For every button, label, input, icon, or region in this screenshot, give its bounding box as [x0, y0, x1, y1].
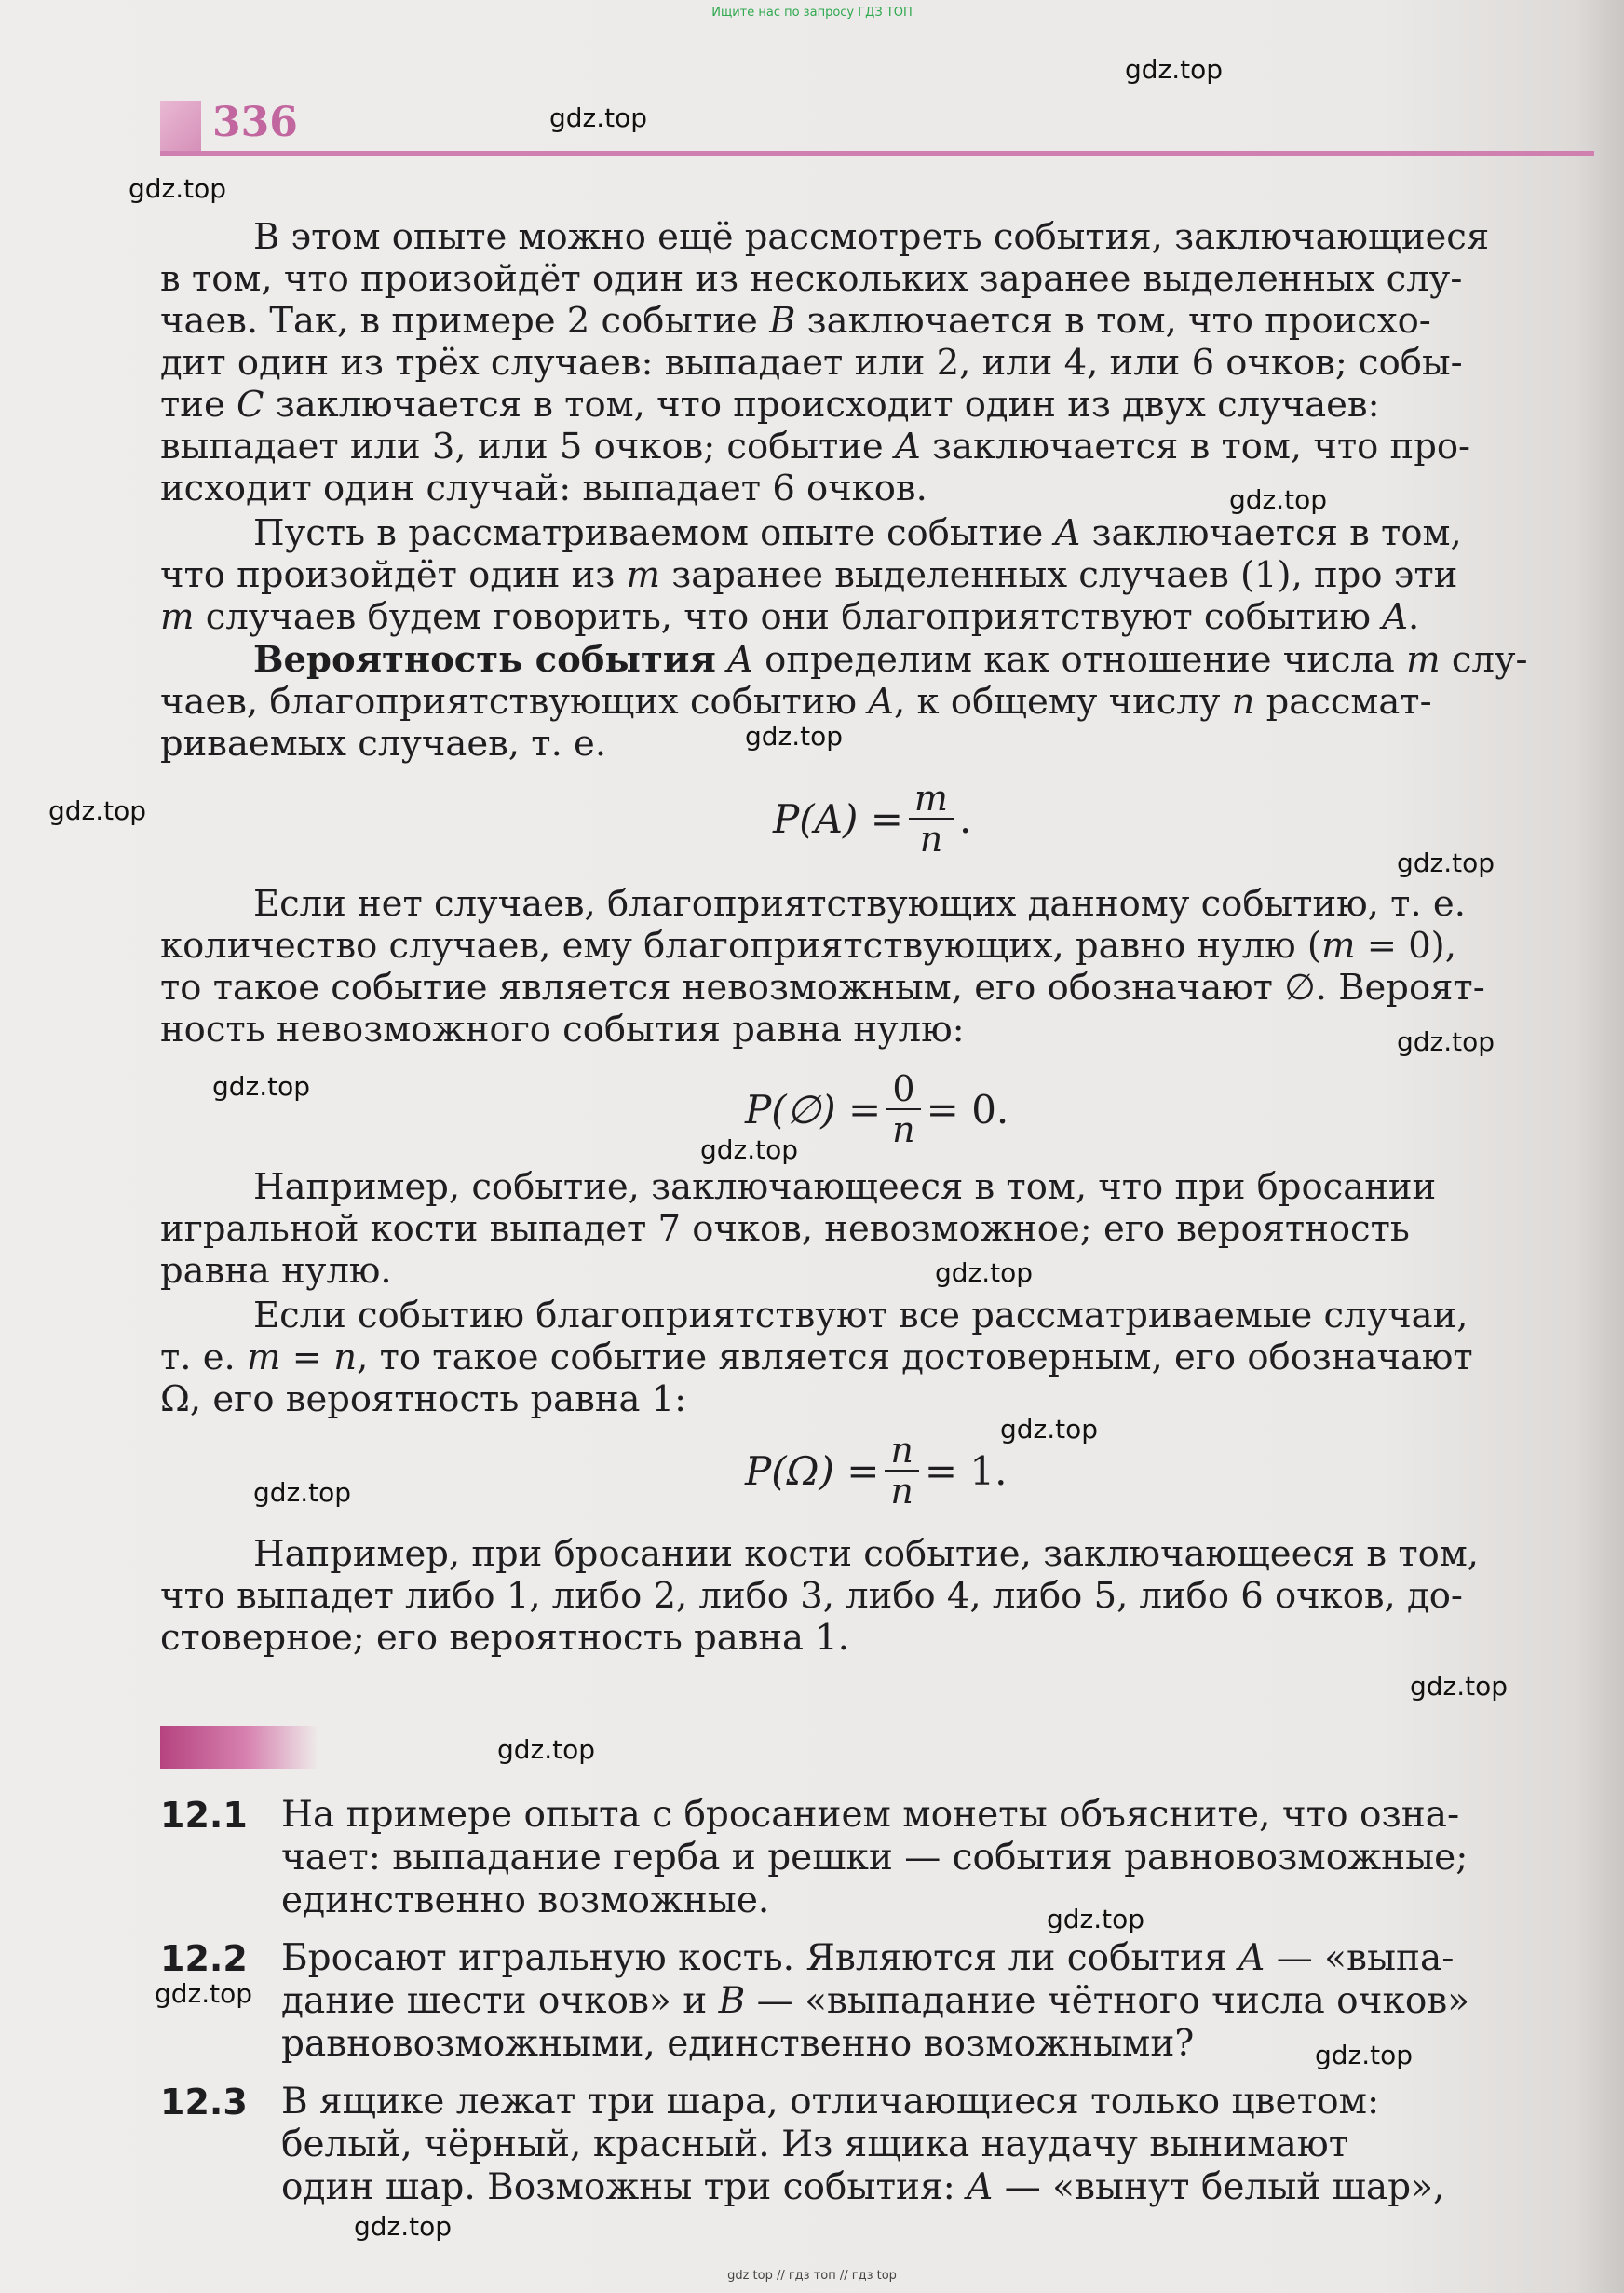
text-line: что выпадет либо 1, либо 2, либо 3, либо 4, либо 5, либо 6 очков, до- — [160, 1575, 1463, 1617]
watermark: gdz.top — [354, 2211, 453, 2242]
top-note: Ищите нас по запросу ГДЗ ТОП — [711, 6, 913, 20]
watermark: gdz.top — [1397, 1026, 1495, 1057]
text-line: равна нулю. — [160, 1250, 392, 1292]
text-line: Пусть в рассматриваемом опыте событие A заключается в том, — [253, 512, 1462, 554]
exercise-number: 12.2 — [160, 1938, 248, 1979]
text-line: Например, событие, заключающееся в том, что при бросании — [253, 1166, 1437, 1208]
header-rule — [160, 151, 1594, 156]
exercise-number: 12.3 — [160, 2082, 248, 2123]
paragraph-2 — [160, 512, 1594, 638]
paragraph-6 — [160, 1295, 1594, 1420]
text-line: Если нет случаев, благоприятствующих данному событию, т. е. — [253, 883, 1466, 925]
exercise-text: В ящике лежат три шара, отличающиеся только цветом: белый, чёрный, красный. Из ящика наудачу вынимают один шар. Возможны три события: A — «вынут белый шар», — [281, 2081, 1445, 2208]
definition-term: Вероятность события — [253, 639, 716, 681]
watermark: gdz.top — [48, 795, 147, 826]
paragraph-5 — [160, 1166, 1594, 1292]
watermark: gdz.top — [253, 1477, 352, 1508]
exercise-number: 12.1 — [160, 1795, 248, 1836]
text-line: т. е. m = n, то такое событие является достоверным, его обозначают — [160, 1336, 1473, 1378]
text-line: Вероятность события A определим как отношение числа m слу- — [253, 639, 1528, 681]
paragraph-1 — [160, 216, 1594, 509]
watermark: gdz.top — [549, 102, 648, 133]
paragraph-7 — [160, 1533, 1594, 1659]
watermark: gdz.top — [1047, 1904, 1145, 1934]
paragraph-4 — [160, 883, 1594, 1051]
exercise-12-1 — [160, 1794, 1594, 1922]
text-line: стоверное; его вероятность равна 1. — [160, 1617, 849, 1659]
bottom-note: gdz top // гдз топ // гдз top — [727, 2269, 897, 2283]
page-number: 336 — [212, 99, 298, 146]
text-line: что произойдёт один из m заранее выделенных случаев (1), про эти — [160, 554, 1458, 596]
watermark: gdz.top — [700, 1134, 799, 1165]
text-line: ность невозможного события равна нулю: — [160, 1009, 965, 1051]
text-line: чаев. Так, в примере 2 событие B заключается в том, что происхо- — [160, 300, 1431, 342]
variable-a: A — [894, 426, 921, 468]
text-line: Если событию благоприятствуют все рассматриваемые случаи, — [253, 1295, 1468, 1336]
text-line: В этом опыте можно ещё рассмотреть события, заключающиеся — [253, 216, 1490, 258]
watermark: gdz.top — [497, 1734, 596, 1765]
fraction: $\frac{n}{n}$ — [885, 1431, 918, 1511]
text-line: игральной кости выпадет 7 очков, невозможное; его вероятность — [160, 1208, 1410, 1250]
text-line: количество случаев, ему благоприятствующих, равно нулю (m = 0), — [160, 925, 1456, 967]
paragraph-3-definition — [160, 639, 1594, 765]
watermark: gdz.top — [1315, 2040, 1414, 2070]
text-line: в том, что произойдёт один из нескольких заранее выделенных слу- — [160, 258, 1463, 300]
text-line: Ω, его вероятность равна 1: — [160, 1378, 687, 1420]
text-line: то такое событие является невозможным, его обозначают ∅. Вероят- — [160, 967, 1485, 1009]
formula-impossible: P(∅) = $\frac{0}{n}$ = 0. — [745, 1068, 1009, 1150]
watermark: gdz.top — [1000, 1414, 1099, 1445]
exercise-text: Бросают игральную кость. Являются ли события A — «выпа- дание шести очков» и B — «выпадание чётного числа очков» равновозможными, единственно возможными? — [281, 1937, 1470, 2065]
variable-c: C — [236, 384, 264, 426]
exercise-text: На примере опыта с бросанием монеты объясните, что озна- чает: выпадание герба и решки — события равновозможные; единственно возможные. — [281, 1794, 1468, 1921]
watermark: gdz.top — [1125, 54, 1224, 85]
text-line: чаев, благоприятствующих событию A, к общему числу n рассмат- — [160, 681, 1432, 723]
text-line: тие C заключается в том, что происходит один из двух случаев: — [160, 384, 1380, 426]
text-line: m случаев будем говорить, что они благоприятствуют событию A. — [160, 596, 1420, 638]
watermark: gdz.top — [155, 1978, 253, 2009]
text-line: выпадает или 3, или 5 очков; событие A заключается в том, что про- — [160, 426, 1471, 468]
watermark: gdz.top — [129, 173, 227, 204]
watermark: gdz.top — [1397, 848, 1495, 878]
text-line: риваемых случаев, т. е. — [160, 723, 607, 765]
header-color-block — [160, 101, 201, 153]
watermark: gdz.top — [745, 721, 844, 752]
exercise-12-3 — [160, 2081, 1594, 2209]
fraction: $\frac{0}{n}$ — [886, 1069, 920, 1149]
watermark: gdz.top — [1229, 484, 1328, 515]
text-line: исходит один случай: выпадает 6 очков. — [160, 468, 927, 509]
watermark: gdz.top — [1410, 1671, 1509, 1702]
formula-certain: P(Ω) = $\frac{n}{n}$ = 1. — [745, 1430, 1008, 1512]
watermark: gdz.top — [935, 1257, 1034, 1288]
formula-probability: P(A) = $\frac{m}{n}$ . — [773, 778, 972, 860]
variable-b: B — [769, 300, 796, 342]
watermark: gdz.top — [212, 1071, 311, 1102]
text-line: дит один из трёх случаев: выпадает или 2, или 4, или 6 очков; собы- — [160, 342, 1463, 384]
text-line: Например, при бросании кости событие, заключающееся в том, — [253, 1533, 1480, 1575]
fraction: $\frac{m}{n}$ — [909, 779, 954, 859]
exercises-header-bar — [160, 1726, 318, 1769]
